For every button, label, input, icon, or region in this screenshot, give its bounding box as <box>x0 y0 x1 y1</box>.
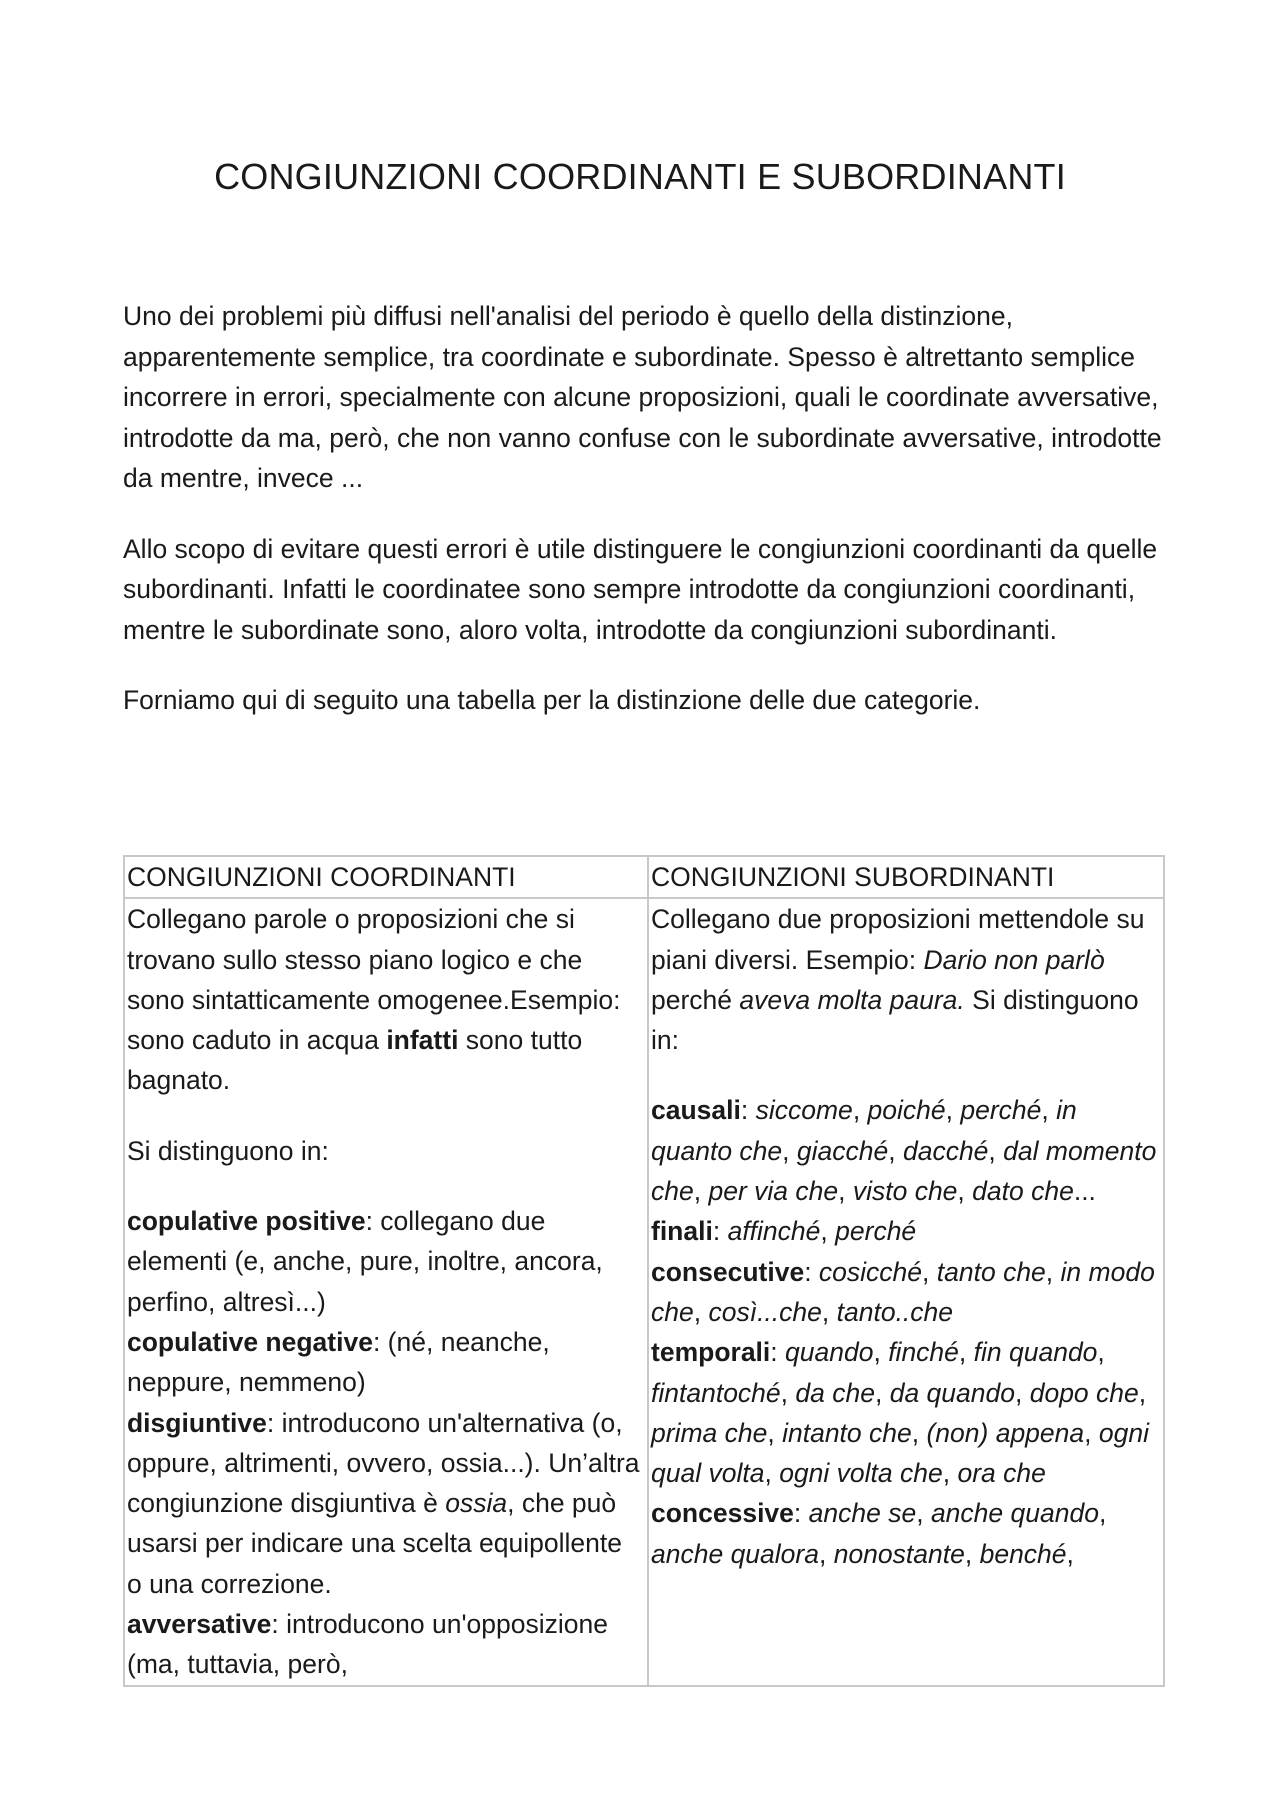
intro-text <box>123 296 1163 751</box>
subordinanti-list: causali: siccome, poiché, perché, in quanto che, giacché, dacché, dal momento che, per via che, visto che, dato che... finali: affinché, perché consecutive: cosicché, tanto che, in modo che, così...che, tanto..che temporali: quando, finché, fin quando, fintantoché, da che, da quando, dopo che, prima che, intanto che, (non) appena, ogni qual volta, ogni volta che, ora che concessive: anche se, anche quando, anche qualora, nonostante, benché, <box>651 1095 1157 1569</box>
cell-coordinanti <box>124 898 648 1685</box>
header-subordinanti: CONGIUNZIONI SUBORDINANTI <box>648 856 1164 898</box>
coordinanti-definition: Collegano parole o proposizioni che si trovano sullo stesso piano logico e che sono sintatticamente omogenee.Esempio: sono caduto in acqua infatti sono tutto bagnato. <box>127 904 621 1096</box>
intro-paragraph-1: Uno dei problemi più diffusi nell'analisi del periodo è quello della distinzione, apparentemente semplice, tra coordinate e subordinate. Spesso è altrettanto semplice incorrere in errori, specialmente con alcune proposizioni, quali le coordinate avversative, introdotte da ma, però, che non vanno confuse con le subordinate avversative, introdotte da mentre, invece ... <box>123 301 1162 493</box>
conjunctions-table <box>123 855 1165 1687</box>
table-header-row <box>124 856 1164 898</box>
cell-subordinanti <box>648 898 1164 1685</box>
subordinanti-definition: Collegano due proposizioni mettendole su piani diversi. Esempio: Dario non parlò perché aveva molta paura. Si distinguono in: <box>651 904 1145 1056</box>
header-coordinanti: CONGIUNZIONI COORDINANTI <box>124 856 648 898</box>
intro-paragraph-2: Allo scopo di evitare questi errori è utile distinguere le congiunzioni coordinanti da quelle subordinanti. Infatti le coordinatee sono sempre introdotte da congiunzioni coordinanti, mentre le subordinate sono, aloro volta, introdotte da congiunzioni subordinanti. <box>123 533 1158 645</box>
coordinanti-distinguish: Si distinguono in: <box>127 1135 329 1166</box>
intro-paragraph-3: Forniamo qui di seguito una tabella per la distinzione delle due categorie. <box>123 685 981 715</box>
page-title: CONGIUNZIONI COORDINANTI E SUBORDINANTI <box>214 156 1066 197</box>
table-row <box>124 898 1164 1685</box>
coordinanti-list: copulative positive: collegano due elementi (e, anche, pure, inoltre, ancora, perfino, altresì...) copulative negative: (né, neanche, neppure, nemmeno) disgiuntive: introducono un'alternativa (o, oppure, altrimenti, ovvero, ossia...). Un’altra congiunzione disgiuntiva è ossia, che può usarsi per indicare una scelta equipollente o una correzione. avversative: introducono un'opposizione (ma, tuttavia, però, <box>127 1206 640 1680</box>
